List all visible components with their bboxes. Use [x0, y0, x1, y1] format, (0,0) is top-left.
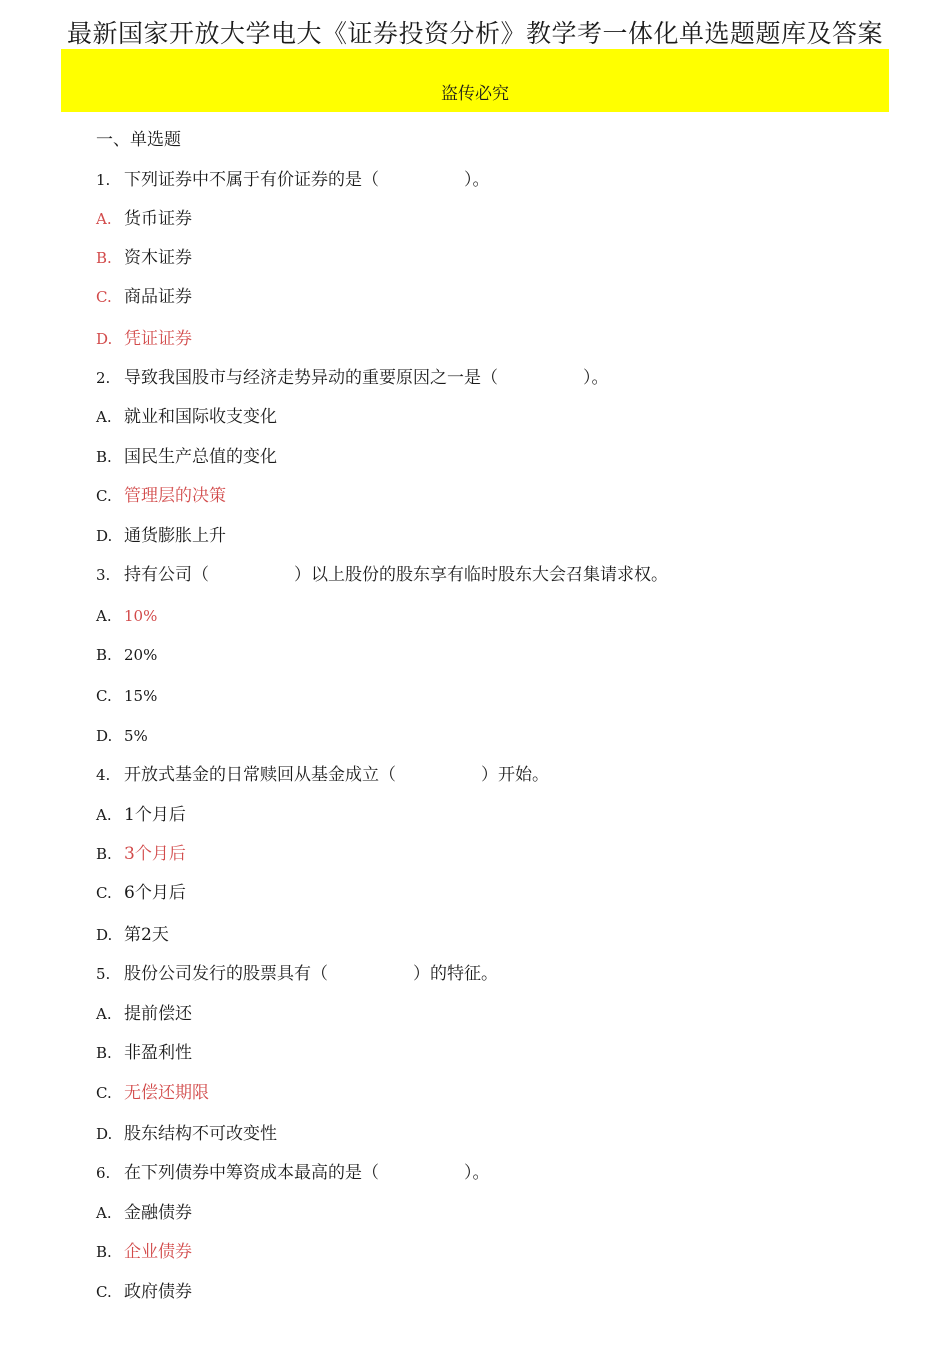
option-1c — [96, 286, 192, 308]
question-number: 2. — [96, 369, 111, 387]
answer-text: 管理层的决策 — [124, 486, 226, 506]
option-letter: D. — [96, 1125, 113, 1143]
option-text: 资木证券 — [124, 248, 192, 268]
question-1 — [96, 169, 490, 191]
option-letter: C. — [96, 1084, 112, 1102]
option-text: 第2天 — [124, 925, 169, 945]
question-number: 4. — [96, 766, 111, 784]
question-text: 开放式基金的日常赎回从基金成立（ ）开始。 — [124, 765, 549, 785]
question-4 — [96, 764, 549, 786]
question-6 — [96, 1162, 490, 1184]
question-text: 持有公司（ ）以上股份的股东享有临时股东大会召集请求权。 — [124, 565, 668, 585]
option-text: 非盈利性 — [124, 1043, 192, 1063]
option-5b — [96, 1042, 192, 1064]
option-3d — [96, 725, 148, 747]
option-2a — [96, 406, 277, 428]
option-letter: C. — [96, 1283, 112, 1301]
option-2b — [96, 446, 277, 468]
option-text: 20% — [124, 646, 158, 664]
question-number: 6. — [96, 1164, 111, 1182]
option-letter: B. — [96, 646, 112, 664]
option-letter: D. — [96, 727, 113, 745]
option-1a — [96, 208, 192, 230]
option-1d-answer — [96, 328, 192, 350]
option-6b-answer — [96, 1241, 192, 1263]
question-text: 股份公司发行的股票具有（ ）的特征。 — [124, 964, 498, 984]
question-3 — [96, 564, 668, 586]
option-4d — [96, 924, 169, 946]
section-heading: 一、单选题 — [96, 130, 181, 150]
option-4b-answer — [96, 843, 186, 865]
question-number: 1. — [96, 171, 111, 189]
option-letter: B. — [96, 1243, 112, 1261]
option-letter: D. — [96, 926, 113, 944]
watermark-banner — [61, 49, 889, 112]
option-text: 6个月后 — [124, 883, 186, 903]
option-text: 1个月后 — [124, 805, 186, 825]
document-title: 最新国家开放大学电大《证券投资分析》教学考一体化单选题题库及答案 — [66, 19, 883, 48]
option-letter: B. — [96, 249, 112, 267]
answer-text: 10% — [124, 607, 158, 625]
option-6c — [96, 1281, 192, 1303]
option-letter: D. — [96, 330, 113, 348]
question-5 — [96, 963, 498, 985]
answer-text: 无偿还期限 — [124, 1083, 209, 1103]
answer-text: 凭证证券 — [124, 329, 192, 349]
option-text: 股东结构不可改变性 — [124, 1124, 277, 1144]
option-text: 货币证券 — [124, 209, 192, 229]
option-text: 提前偿还 — [124, 1004, 192, 1024]
option-letter: A. — [96, 806, 112, 824]
question-text: 下列证券中不属于有价证券的是（ ）。 — [124, 170, 490, 190]
option-letter: A. — [96, 1005, 112, 1023]
banner-text: 盗传必究 — [441, 84, 509, 104]
option-1b — [96, 247, 192, 269]
option-3b — [96, 644, 157, 666]
option-text: 就业和国际收支变化 — [124, 407, 277, 427]
option-letter: C. — [96, 487, 112, 505]
answer-text: 企业债券 — [124, 1242, 192, 1262]
option-text: 国民生产总值的变化 — [124, 447, 277, 467]
option-letter: C. — [96, 288, 112, 306]
option-letter: A. — [96, 408, 112, 426]
option-4c — [96, 882, 186, 904]
option-5c-answer — [96, 1082, 209, 1104]
option-text: 商品证券 — [124, 287, 192, 307]
question-number: 5. — [96, 965, 111, 983]
option-letter: B. — [96, 448, 112, 466]
option-text: 15% — [124, 687, 158, 705]
option-letter: B. — [96, 845, 112, 863]
answer-text: 3个月后 — [124, 844, 186, 864]
question-2 — [96, 367, 609, 389]
option-2c-answer — [96, 485, 226, 507]
option-letter: A. — [96, 607, 112, 625]
option-3a-answer — [96, 605, 157, 627]
option-5d — [96, 1123, 277, 1145]
option-letter: B. — [96, 1044, 112, 1062]
option-5a — [96, 1003, 192, 1025]
question-text: 导致我国股市与经济走势异动的重要原因之一是（ ）。 — [124, 368, 609, 388]
option-letter: D. — [96, 527, 113, 545]
option-4a — [96, 804, 186, 826]
option-letter: C. — [96, 687, 112, 705]
option-text: 通货膨胀上升 — [124, 526, 226, 546]
option-text: 5% — [124, 727, 148, 745]
question-text: 在下列债券中筹资成本最高的是（ ）。 — [124, 1163, 490, 1183]
option-letter: C. — [96, 884, 112, 902]
option-letter: A. — [96, 1204, 112, 1222]
option-text: 政府债券 — [124, 1282, 192, 1302]
option-text: 金融债券 — [124, 1203, 192, 1223]
option-2d — [96, 525, 226, 547]
option-3c — [96, 685, 157, 707]
question-number: 3. — [96, 566, 111, 584]
option-6a — [96, 1202, 192, 1224]
option-letter: A. — [96, 210, 112, 228]
